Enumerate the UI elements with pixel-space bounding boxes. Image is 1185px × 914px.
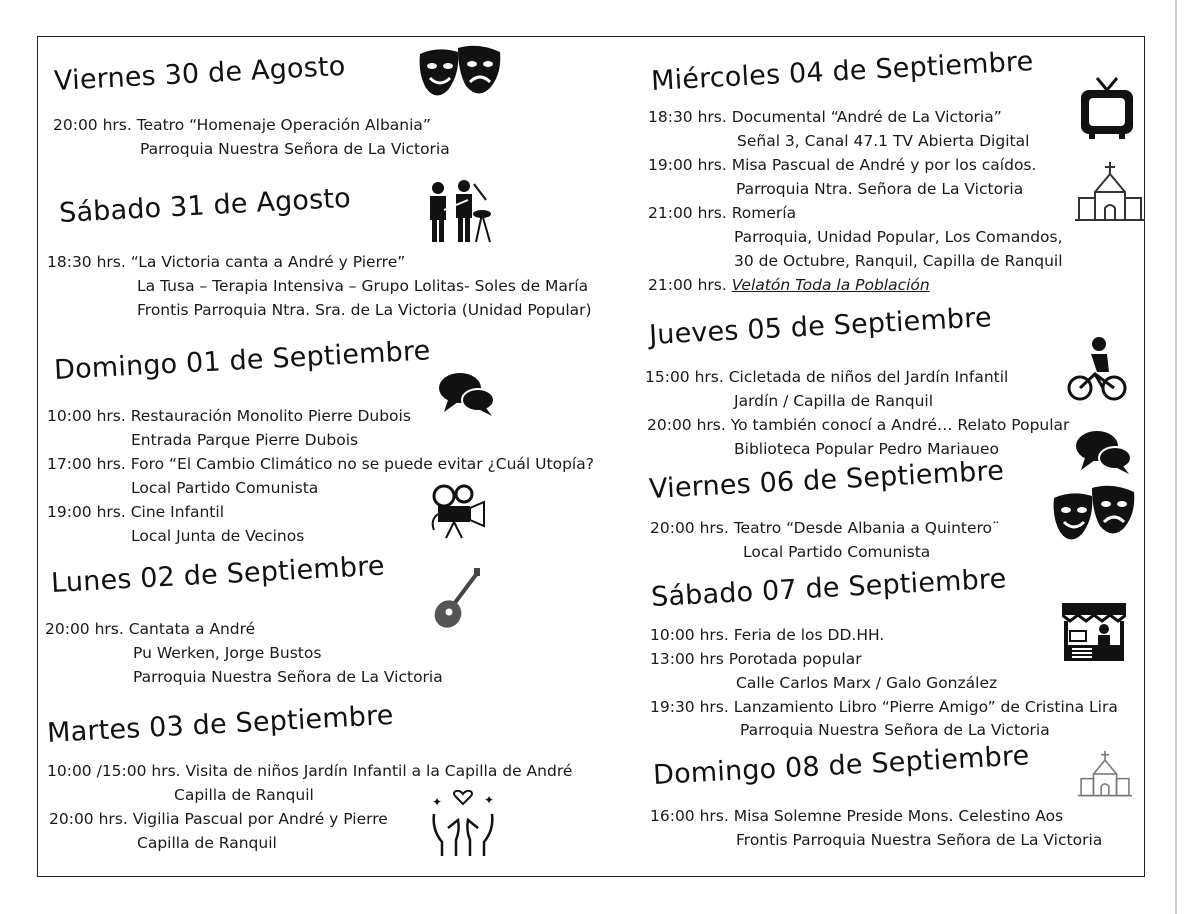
theater-masks-icon [418,44,502,106]
heading-miercoles-04: Miércoles 04 de Septiembre [650,46,1035,97]
heading-domingo-01: Domingo 01 de Septiembre [53,335,432,386]
church-icon [1078,750,1132,798]
event-venue: Jardín / Capilla de Ranquil [734,392,934,410]
event-venue: Capilla de Ranquil [174,786,314,804]
speech-bubbles-icon [1075,430,1133,476]
event-line: 20:00 hrs. Teatro “Homenaje Operación Albania” [53,116,431,134]
heading-viernes-30: Viernes 30 de Agosto [53,50,347,97]
event-line: 13:00 hrs Porotada popular [650,650,862,668]
hands-heart-icon [428,790,498,858]
event-venue: Parroquia, Unidad Popular, Los Comandos, [734,228,1063,246]
svg-text:✦: ✦ [432,795,443,809]
event-line: 21:00 hrs. Romería [648,204,797,222]
page-edge [1175,0,1177,914]
event-line: 10:00 hrs. Feria de los DD.HH. [650,626,885,644]
event-venue: 30 de Octubre, Ranquil, Capilla de Ranquil [734,252,1063,270]
event-line: 20:00 hrs. Cantata a André [45,620,256,638]
event-venue: Local Partido Comunista [743,543,931,561]
svg-text:✦: ✦ [484,793,495,807]
film-projector-icon [428,484,488,540]
church-icon [1075,162,1145,222]
cyclist-icon [1067,336,1127,402]
event-venue: Calle Carlos Marx / Galo González [736,674,998,692]
event-venue: Biblioteca Popular Pedro Mariaueo [734,440,999,458]
event-venue: Parroquia Nuestra Señora de La Victoria [740,721,1050,739]
event-time: 21:00 hrs. [648,276,727,294]
heading-lunes-02: Lunes 02 de Septiembre [50,550,386,599]
guitar-icon [432,568,482,630]
heading-sabado-07: Sábado 07 de Septiembre [650,563,1008,613]
event-venue: Capilla de Ranquil [137,834,277,852]
event-line [648,276,930,294]
heading-sabado-31: Sábado 31 de Agosto [58,182,352,229]
event-line: 15:00 hrs. Cicletada de niños del Jardín Infantil [645,368,1009,386]
market-stall-icon [1062,603,1126,663]
event-venue: Parroquia Nuestra Señora de La Victoria [140,140,450,158]
event-venue: Frontis Parroquia Nuestra Señora de La Victoria [736,831,1103,849]
event-line: 10:00 hrs. Restauración Monolito Pierre Dubois [47,407,411,425]
television-icon [1079,76,1135,140]
event-line: 10:00 /15:00 hrs. Visita de niños Jardín Infantil a la Capilla de André [47,762,573,780]
event-venue: Local Partido Comunista [131,479,319,497]
heading-domingo-08: Domingo 08 de Septiembre [652,740,1031,791]
event-line: 20:00 hrs. Vigilia Pascual por André y Pierre [49,810,388,828]
event-venue: Parroquia Ntra. Señora de La Victoria [736,180,1024,198]
theater-masks-icon [1052,484,1136,546]
heading-viernes-06: Viernes 06 de Septiembre [648,455,1005,505]
event-venue: Local Junta de Vecinos [131,527,305,545]
event-line: 20:00 hrs. Yo también conocí a André… Relato Popular [647,416,1070,434]
band-icon [424,180,492,244]
event-line: 19:00 hrs. Cine Infantil [47,503,225,521]
heading-jueves-05: Jueves 05 de Septiembre [648,302,993,351]
event-venue: Entrada Parque Pierre Dubois [131,431,359,449]
event-line: 17:00 hrs. Foro “El Cambio Climático no se puede evitar ¿Cuál Utopía? [47,455,594,473]
event-line: 19:00 hrs. Misa Pascual de André y por los caídos. [648,156,1037,174]
event-line: 18:30 hrs. Documental “André de La Victoria” [648,108,1002,126]
event-line: 18:30 hrs. “La Victoria canta a André y Pierre” [47,253,406,271]
event-line: 16:00 hrs. Misa Solemne Preside Mons. Celestino Aos [650,807,1064,825]
event-venue: Pu Werken, Jorge Bustos [133,644,322,662]
heading-martes-03: Martes 03 de Septiembre [46,699,395,749]
event-line: 19:30 hrs. Lanzamiento Libro “Pierre Amigo” de Cristina Lira [650,698,1118,716]
event-line: 20:00 hrs. Teatro “Desde Albania a Quintero¨ [650,519,1000,537]
event-venue: Frontis Parroquia Ntra. Sra. de La Victoria (Unidad Popular) [137,301,592,319]
velaton-link: Velatón Toda la Población [731,276,930,294]
speech-bubbles-icon [438,372,496,418]
event-venue: Parroquia Nuestra Señora de La Victoria [133,668,443,686]
event-venue: Señal 3, Canal 47.1 TV Abierta Digital [737,132,1030,150]
event-venue: La Tusa – Terapia Intensiva – Grupo Lolitas- Soles de María [137,277,589,295]
